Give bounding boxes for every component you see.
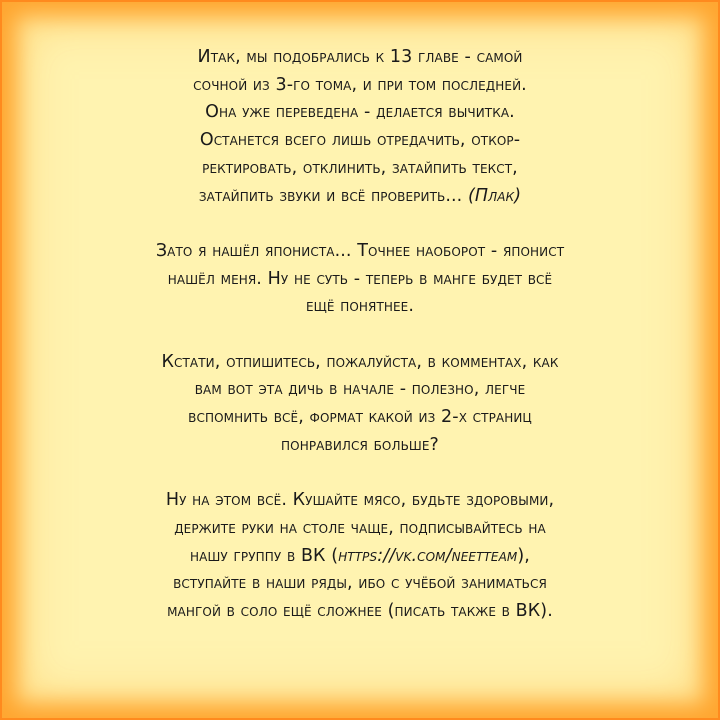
text-line: мангой в соло ещё сложнее (писать также в ВК). bbox=[167, 601, 553, 622]
text-line: вступайте в наши ряды, ибо с учёбой заниматься bbox=[173, 573, 547, 594]
paragraph-2 bbox=[40, 238, 680, 321]
text-line-with-aside bbox=[40, 183, 680, 211]
paragraph-4 bbox=[40, 487, 680, 626]
text-line: нашёл меня. Ну не суть - теперь в манге будет всё bbox=[167, 268, 553, 289]
text-line: Кстати, отпишитесь, пожалуйста, в комментах, как bbox=[161, 351, 559, 372]
text-line: Зато я нашёл япониста... Точнее наоборот - японист bbox=[155, 240, 565, 261]
text-line: сочной из 3-го тома, и при том последней. bbox=[193, 74, 527, 95]
text-line: нашу группу в ВК ( bbox=[190, 545, 339, 566]
text-line: ещё понятнее. bbox=[305, 296, 415, 317]
text-line: Останется всего лишь отредачить, откор- bbox=[199, 130, 521, 151]
text-line-with-link bbox=[40, 543, 680, 571]
text-line: держите руки на столе чаще, подписывайтесь на bbox=[174, 517, 546, 538]
text-line: Итак, мы подобрались к 13 главе - самой bbox=[197, 47, 523, 67]
text-line: Ну на этом всё. Кушайте мясо, будьте здоровыми, bbox=[165, 490, 555, 511]
paragraph-1 bbox=[40, 44, 680, 210]
text-line: ректировать, отклинить, затайпить текст, bbox=[202, 157, 518, 178]
text-line: понравился больше? bbox=[281, 434, 439, 455]
italic-aside: (Плак) bbox=[468, 185, 522, 206]
link-suffix: ), bbox=[517, 545, 530, 566]
text-line: вам вот эта дичь в начале - полезно, легче bbox=[194, 379, 526, 400]
text-line: затайпить звуки и всё проверить... bbox=[198, 185, 468, 206]
translator-note bbox=[40, 44, 680, 626]
vk-group-link: https://vk.com/neetteam bbox=[338, 545, 518, 566]
paragraph-3 bbox=[40, 349, 680, 460]
text-line: вспомнить всё, формат какой из 2-х страниц bbox=[188, 407, 532, 428]
text-line: Она уже переведена - делается вычитка. bbox=[205, 102, 515, 123]
